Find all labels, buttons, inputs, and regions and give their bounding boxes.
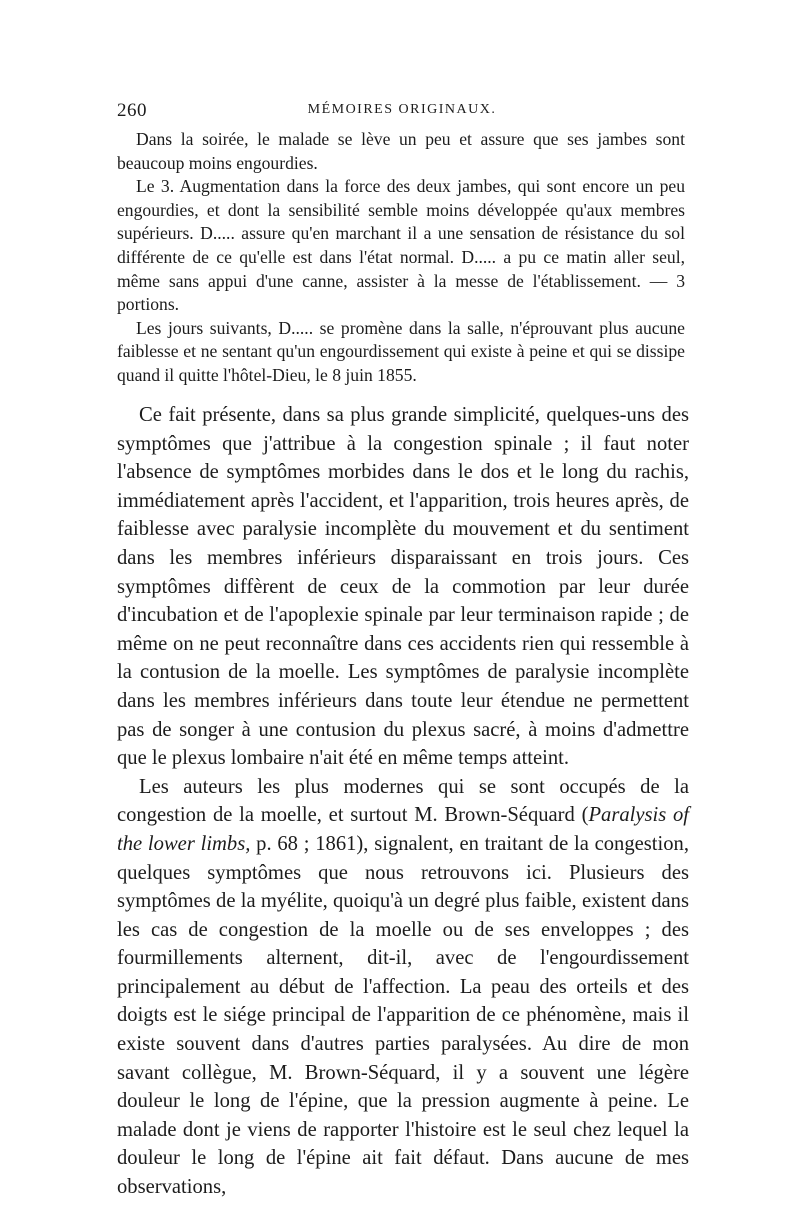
- main-text: [117, 401, 689, 1202]
- case-notes: [117, 128, 685, 388]
- cited-title: Paralysis of the lower limbs,: [117, 804, 689, 855]
- running-head: MÉMOIRES ORIGINAUX.: [307, 102, 497, 117]
- note-paragraph: Le 3. Augmentation dans la force des deux jambes, qui sont encore un peu engourdies, et dont la sensibilité semble moins développée qu'aux membres supérieurs. D..... assure qu'en marchant il a une sensation de résistance du sol différente de ce qu'elle est dans l'état normal. D..... a pu ce matin aller seul, même sans appui d'une canne, assister à la messe de l'établissement. — 3 portions.: [117, 176, 685, 315]
- body-paragraph: Ce fait présente, dans sa plus grande simplicité, quelques-uns des symptômes que j'attribue à la congestion spinale ; il faut noter l'absence de symptômes morbides dans le dos et le long du rachis, immédiatement après l'accident, et l'apparition, trois heures après, de faiblesse avec paralysie incomplète du mouvement et du sentiment dans les membres inférieurs disparaissant en trois jours. Ces symptômes diffèrent de ceux de la commotion par leur durée d'incubation et de l'apoplexie spinale par leur terminaison rapide ; de même on ne peut reconnaître dans ces accidents rien qui ressemble à la contusion de la moelle. Les symptômes de paralysie incomplète dans les membres inférieurs dans toute leur étendue ne permettent pas de songer à une contusion du plexus sacré, à moins d'admettre que le plexus lombaire n'ait été en même temps atteint.: [117, 404, 689, 770]
- body-paragraph: [117, 773, 689, 1202]
- body-text-run: p. 68 ; 1861), signalent, en traitant de la congestion, quelques symptômes que nous retrouvons ici. Plusieurs des symptômes de la myélite, quoiqu'à un degré plus faible, existent dans les cas de congestion de la moelle ou de ses enveloppes ; des fourmillements alternent, dit-il, avec de l'engourdissement principalement au début de l'affection. La peau des orteils et des doigts est le siége principal de l'apparition de ce phénomène, mais il existe souvent dans d'autres parties paralysées. Au dire de mon savant collègue, M. Brown-Séquard, il y a souvent une légère douleur le long de l'épine, que la pression augmente à peine. Le malade dont je viens de rapporter l'histoire est le seul chez lequel la douleur le long de l'épine ait fait défaut. Dans aucune de mes observations,: [117, 832, 689, 1199]
- body-text-run: Les auteurs les plus modernes qui se sont occupés de la congestion de la moelle, et surtout M. Brown-Séquard (: [117, 775, 689, 827]
- note-paragraph: Dans la soirée, le malade se lève un peu et assure que ses jambes sont beaucoup moins engourdies.: [117, 129, 685, 173]
- page-header: [117, 100, 687, 124]
- note-paragraph: Les jours suivants, D..... se promène dans la salle, n'éprouvant plus aucune faiblesse et ne sentant qu'un engourdissement qui existe à peine et qui se dissipe quand il quitte l'hôtel-Dieu, le 8 juin 1855.: [117, 317, 685, 385]
- page-number: 260: [117, 100, 147, 121]
